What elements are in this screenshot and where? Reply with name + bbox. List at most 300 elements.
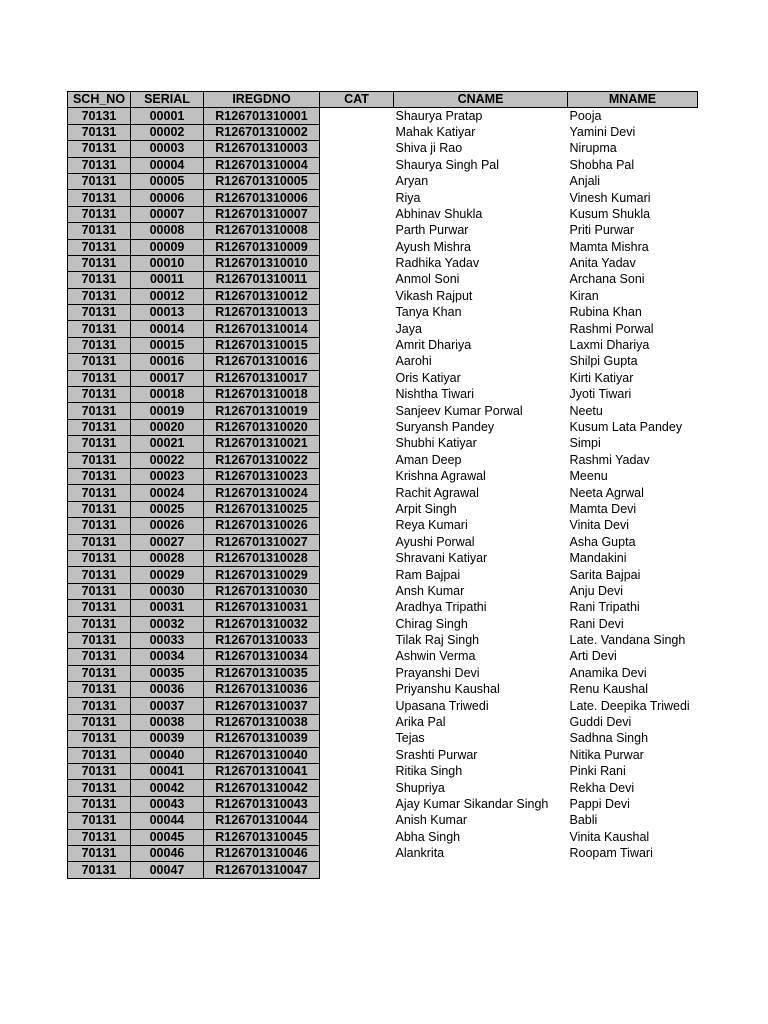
- cell-mname: Pappi Devi: [568, 796, 698, 812]
- header-cname: CNAME: [394, 92, 568, 108]
- cell-cat: [320, 468, 394, 484]
- cell-cname: Anmol Soni: [394, 272, 568, 288]
- table-row: [68, 305, 698, 321]
- header-sch-no: SCH_NO: [68, 92, 131, 108]
- cell-iregdno: R126701310026: [204, 518, 320, 534]
- cell-cname: Anish Kumar: [394, 813, 568, 829]
- cell-iregdno: R126701310034: [204, 649, 320, 665]
- cell-cname: Ansh Kumar: [394, 583, 568, 599]
- cell-cat: [320, 616, 394, 632]
- cell-serial: 00013: [131, 305, 204, 321]
- cell-cname: Chirag Singh: [394, 616, 568, 632]
- cell-cat: [320, 206, 394, 222]
- cell-serial: 00031: [131, 600, 204, 616]
- table-row: [68, 780, 698, 796]
- cell-sch-no: 70131: [68, 747, 131, 763]
- cell-sch-no: 70131: [68, 845, 131, 861]
- cell-sch-no: 70131: [68, 206, 131, 222]
- cell-mname: Neeta Agrwal: [568, 485, 698, 501]
- cell-mname: Arti Devi: [568, 649, 698, 665]
- cell-sch-no: 70131: [68, 124, 131, 140]
- cell-sch-no: 70131: [68, 141, 131, 157]
- cell-sch-no: 70131: [68, 518, 131, 534]
- cell-cat: [320, 796, 394, 812]
- cell-serial: 00032: [131, 616, 204, 632]
- cell-cname: Tanya Khan: [394, 305, 568, 321]
- cell-iregdno: R126701310029: [204, 567, 320, 583]
- cell-mname: Rani Tripathi: [568, 600, 698, 616]
- cell-iregdno: R126701310039: [204, 731, 320, 747]
- cell-cname: Shiva ji Rao: [394, 141, 568, 157]
- cell-iregdno: R126701310005: [204, 173, 320, 189]
- header-cat: CAT: [320, 92, 394, 108]
- cell-iregdno: R126701310036: [204, 682, 320, 698]
- cell-sch-no: 70131: [68, 649, 131, 665]
- table-row: [68, 649, 698, 665]
- cell-cat: [320, 173, 394, 189]
- cell-mname: Meenu: [568, 468, 698, 484]
- cell-sch-no: 70131: [68, 550, 131, 566]
- cell-mname: Vinita Kaushal: [568, 829, 698, 845]
- cell-cat: [320, 452, 394, 468]
- cell-iregdno: R126701310031: [204, 600, 320, 616]
- cell-cname: Abha Singh: [394, 829, 568, 845]
- cell-cname: Rachit Agrawal: [394, 485, 568, 501]
- cell-iregdno: R126701310028: [204, 550, 320, 566]
- cell-cname: Vikash Rajput: [394, 288, 568, 304]
- cell-iregdno: R126701310023: [204, 468, 320, 484]
- cell-sch-no: 70131: [68, 239, 131, 255]
- cell-serial: 00044: [131, 813, 204, 829]
- cell-sch-no: 70131: [68, 862, 131, 878]
- cell-cat: [320, 272, 394, 288]
- cell-serial: 00012: [131, 288, 204, 304]
- cell-mname: Roopam Tiwari: [568, 845, 698, 861]
- cell-cat: [320, 600, 394, 616]
- table-row: [68, 206, 698, 222]
- cell-iregdno: R126701310047: [204, 862, 320, 878]
- cell-sch-no: 70131: [68, 616, 131, 632]
- cell-iregdno: R126701310022: [204, 452, 320, 468]
- cell-iregdno: R126701310041: [204, 764, 320, 780]
- table-row: [68, 714, 698, 730]
- cell-cat: [320, 370, 394, 386]
- cell-cname: Amrit Dhariya: [394, 337, 568, 353]
- cell-sch-no: 70131: [68, 223, 131, 239]
- cell-serial: 00030: [131, 583, 204, 599]
- cell-serial: 00016: [131, 354, 204, 370]
- table-row: [68, 845, 698, 861]
- cell-mname: Rekha Devi: [568, 780, 698, 796]
- cell-mname: Neetu: [568, 403, 698, 419]
- cell-serial: 00026: [131, 518, 204, 534]
- cell-iregdno: R126701310027: [204, 534, 320, 550]
- cell-sch-no: 70131: [68, 567, 131, 583]
- cell-sch-no: 70131: [68, 829, 131, 845]
- cell-sch-no: 70131: [68, 354, 131, 370]
- cell-sch-no: 70131: [68, 632, 131, 648]
- cell-serial: 00021: [131, 436, 204, 452]
- cell-iregdno: R126701310021: [204, 436, 320, 452]
- cell-mname: Guddi Devi: [568, 714, 698, 730]
- cell-cat: [320, 354, 394, 370]
- table-row: [68, 632, 698, 648]
- cell-sch-no: 70131: [68, 485, 131, 501]
- table-row: [68, 829, 698, 845]
- cell-cname: Radhika Yadav: [394, 255, 568, 271]
- table-row: [68, 534, 698, 550]
- cell-cat: [320, 518, 394, 534]
- cell-mname: Vinesh Kumari: [568, 190, 698, 206]
- cell-serial: 00004: [131, 157, 204, 173]
- table-row: [68, 468, 698, 484]
- cell-iregdno: R126701310017: [204, 370, 320, 386]
- cell-iregdno: R126701310025: [204, 501, 320, 517]
- cell-mname: Late. Vandana Singh: [568, 632, 698, 648]
- cell-mname: Babli: [568, 813, 698, 829]
- cell-serial: 00027: [131, 534, 204, 550]
- cell-sch-no: 70131: [68, 288, 131, 304]
- table-row: [68, 223, 698, 239]
- cell-cname: Sanjeev Kumar Porwal: [394, 403, 568, 419]
- cell-cat: [320, 403, 394, 419]
- cell-cat: [320, 682, 394, 698]
- cell-cat: [320, 321, 394, 337]
- cell-sch-no: 70131: [68, 436, 131, 452]
- cell-cat: [320, 337, 394, 353]
- cell-cat: [320, 698, 394, 714]
- cell-mname: Kiran: [568, 288, 698, 304]
- cell-iregdno: R126701310018: [204, 387, 320, 403]
- cell-mname: [568, 862, 698, 878]
- cell-sch-no: 70131: [68, 305, 131, 321]
- cell-cname: Priyanshu Kaushal: [394, 682, 568, 698]
- cell-serial: 00010: [131, 255, 204, 271]
- cell-serial: 00014: [131, 321, 204, 337]
- cell-iregdno: R126701310004: [204, 157, 320, 173]
- cell-serial: 00033: [131, 632, 204, 648]
- cell-mname: Mamta Mishra: [568, 239, 698, 255]
- cell-mname: Shobha Pal: [568, 157, 698, 173]
- cell-iregdno: R126701310007: [204, 206, 320, 222]
- table-row: [68, 403, 698, 419]
- cell-serial: 00019: [131, 403, 204, 419]
- cell-iregdno: R126701310037: [204, 698, 320, 714]
- cell-iregdno: R126701310006: [204, 190, 320, 206]
- cell-mname: Anita Yadav: [568, 255, 698, 271]
- table-row: [68, 796, 698, 812]
- cell-cname: Shaurya Pratap: [394, 108, 568, 124]
- cell-cname: Oris Katiyar: [394, 370, 568, 386]
- cell-cname: Upasana Triwedi: [394, 698, 568, 714]
- cell-mname: Anamika Devi: [568, 665, 698, 681]
- cell-cname: Ayushi Porwal: [394, 534, 568, 550]
- cell-sch-no: 70131: [68, 501, 131, 517]
- table-row: [68, 255, 698, 271]
- cell-mname: Anju Devi: [568, 583, 698, 599]
- cell-mname: Nitika Purwar: [568, 747, 698, 763]
- cell-serial: 00025: [131, 501, 204, 517]
- cell-iregdno: R126701310038: [204, 714, 320, 730]
- cell-iregdno: R126701310032: [204, 616, 320, 632]
- table-row: [68, 518, 698, 534]
- header-iregdno: IREGDNO: [204, 92, 320, 108]
- cell-serial: 00040: [131, 747, 204, 763]
- table-row: [68, 813, 698, 829]
- cell-sch-no: 70131: [68, 190, 131, 206]
- cell-iregdno: R126701310042: [204, 780, 320, 796]
- cell-mname: Rashmi Porwal: [568, 321, 698, 337]
- table-row: [68, 764, 698, 780]
- cell-iregdno: R126701310014: [204, 321, 320, 337]
- table-row: [68, 321, 698, 337]
- cell-serial: 00038: [131, 714, 204, 730]
- cell-iregdno: R126701310045: [204, 829, 320, 845]
- table-row: [68, 436, 698, 452]
- cell-mname: Vinita Devi: [568, 518, 698, 534]
- cell-mname: Mandakini: [568, 550, 698, 566]
- cell-serial: 00011: [131, 272, 204, 288]
- cell-iregdno: R126701310013: [204, 305, 320, 321]
- cell-iregdno: R126701310002: [204, 124, 320, 140]
- cell-serial: 00020: [131, 419, 204, 435]
- cell-sch-no: 70131: [68, 764, 131, 780]
- cell-cat: [320, 632, 394, 648]
- cell-cat: [320, 780, 394, 796]
- table-row: [68, 337, 698, 353]
- table-row: [68, 108, 698, 124]
- cell-serial: 00039: [131, 731, 204, 747]
- table-row: [68, 272, 698, 288]
- table-row: [68, 501, 698, 517]
- cell-iregdno: R126701310035: [204, 665, 320, 681]
- table-row: [68, 485, 698, 501]
- cell-iregdno: R126701310033: [204, 632, 320, 648]
- cell-cat: [320, 665, 394, 681]
- cell-iregdno: R126701310020: [204, 419, 320, 435]
- cell-mname: Archana Soni: [568, 272, 698, 288]
- cell-mname: Mamta Devi: [568, 501, 698, 517]
- cell-serial: 00029: [131, 567, 204, 583]
- cell-cname: Ashwin Verma: [394, 649, 568, 665]
- cell-iregdno: R126701310009: [204, 239, 320, 255]
- cell-sch-no: 70131: [68, 813, 131, 829]
- cell-sch-no: 70131: [68, 370, 131, 386]
- cell-cat: [320, 567, 394, 583]
- table-row: [68, 550, 698, 566]
- cell-cname: Aman Deep: [394, 452, 568, 468]
- cell-sch-no: 70131: [68, 272, 131, 288]
- cell-mname: Simpi: [568, 436, 698, 452]
- cell-mname: Asha Gupta: [568, 534, 698, 550]
- cell-serial: 00009: [131, 239, 204, 255]
- cell-serial: 00002: [131, 124, 204, 140]
- cell-cat: [320, 714, 394, 730]
- cell-iregdno: R126701310046: [204, 845, 320, 861]
- cell-cname: Shravani Katiyar: [394, 550, 568, 566]
- cell-cat: [320, 829, 394, 845]
- table-row: [68, 370, 698, 386]
- cell-sch-no: 70131: [68, 403, 131, 419]
- cell-iregdno: R126701310016: [204, 354, 320, 370]
- cell-serial: 00001: [131, 108, 204, 124]
- cell-cat: [320, 485, 394, 501]
- cell-sch-no: 70131: [68, 796, 131, 812]
- cell-cname: Arpit Singh: [394, 501, 568, 517]
- cell-iregdno: R126701310011: [204, 272, 320, 288]
- cell-serial: 00043: [131, 796, 204, 812]
- cell-mname: Pooja: [568, 108, 698, 124]
- cell-serial: 00007: [131, 206, 204, 222]
- cell-cat: [320, 223, 394, 239]
- cell-serial: 00042: [131, 780, 204, 796]
- cell-sch-no: 70131: [68, 665, 131, 681]
- cell-cname: Abhinav Shukla: [394, 206, 568, 222]
- cell-serial: 00036: [131, 682, 204, 698]
- cell-cname: Krishna Agrawal: [394, 468, 568, 484]
- cell-iregdno: R126701310015: [204, 337, 320, 353]
- table-row: [68, 600, 698, 616]
- cell-sch-no: 70131: [68, 321, 131, 337]
- cell-mname: Priti Purwar: [568, 223, 698, 239]
- table-row: [68, 616, 698, 632]
- cell-cat: [320, 436, 394, 452]
- cell-serial: 00028: [131, 550, 204, 566]
- cell-mname: Kusum Shukla: [568, 206, 698, 222]
- cell-cname: Tilak Raj Singh: [394, 632, 568, 648]
- cell-serial: 00046: [131, 845, 204, 861]
- cell-cat: [320, 239, 394, 255]
- cell-iregdno: R126701310044: [204, 813, 320, 829]
- cell-cat: [320, 501, 394, 517]
- table-row: [68, 698, 698, 714]
- cell-mname: Rani Devi: [568, 616, 698, 632]
- cell-mname: Late. Deepika Triwedi: [568, 698, 698, 714]
- cell-cat: [320, 108, 394, 124]
- cell-cname: Ayush Mishra: [394, 239, 568, 255]
- table-row: [68, 157, 698, 173]
- cell-mname: Anjali: [568, 173, 698, 189]
- cell-cat: [320, 845, 394, 861]
- cell-iregdno: R126701310008: [204, 223, 320, 239]
- cell-serial: 00041: [131, 764, 204, 780]
- cell-mname: Nirupma: [568, 141, 698, 157]
- cell-serial: 00006: [131, 190, 204, 206]
- cell-cat: [320, 190, 394, 206]
- cell-cat: [320, 813, 394, 829]
- cell-cat: [320, 141, 394, 157]
- table-row: [68, 354, 698, 370]
- cell-serial: 00008: [131, 223, 204, 239]
- table-row: [68, 583, 698, 599]
- cell-cname: Arika Pal: [394, 714, 568, 730]
- cell-cname: Nishtha Tiwari: [394, 387, 568, 403]
- cell-sch-no: 70131: [68, 698, 131, 714]
- cell-cat: [320, 747, 394, 763]
- cell-mname: Shilpi Gupta: [568, 354, 698, 370]
- cell-cat: [320, 731, 394, 747]
- cell-serial: 00037: [131, 698, 204, 714]
- cell-serial: 00034: [131, 649, 204, 665]
- cell-iregdno: R126701310003: [204, 141, 320, 157]
- table-row: [68, 682, 698, 698]
- cell-cname: Ajay Kumar Sikandar Singh: [394, 796, 568, 812]
- cell-serial: 00047: [131, 862, 204, 878]
- cell-cat: [320, 649, 394, 665]
- table-row: [68, 862, 698, 878]
- cell-cat: [320, 387, 394, 403]
- cell-mname: Jyoti Tiwari: [568, 387, 698, 403]
- cell-cname: [394, 862, 568, 878]
- cell-cat: [320, 550, 394, 566]
- cell-cname: Ritika Singh: [394, 764, 568, 780]
- cell-cname: Mahak Katiyar: [394, 124, 568, 140]
- cell-mname: Rubina Khan: [568, 305, 698, 321]
- cell-iregdno: R126701310012: [204, 288, 320, 304]
- cell-cat: [320, 583, 394, 599]
- header-serial: SERIAL: [131, 92, 204, 108]
- table-row: [68, 452, 698, 468]
- table-row: [68, 747, 698, 763]
- cell-sch-no: 70131: [68, 108, 131, 124]
- cell-serial: 00035: [131, 665, 204, 681]
- cell-cname: Shupriya: [394, 780, 568, 796]
- table-row: [68, 387, 698, 403]
- cell-cname: Ram Bajpai: [394, 567, 568, 583]
- cell-mname: Pinki Rani: [568, 764, 698, 780]
- cell-mname: Yamini Devi: [568, 124, 698, 140]
- table-row: [68, 731, 698, 747]
- cell-cname: Suryansh Pandey: [394, 419, 568, 435]
- cell-serial: 00023: [131, 468, 204, 484]
- cell-cname: Aarohi: [394, 354, 568, 370]
- cell-cname: Parth Purwar: [394, 223, 568, 239]
- cell-cname: Prayanshi Devi: [394, 665, 568, 681]
- cell-iregdno: R126701310043: [204, 796, 320, 812]
- cell-cat: [320, 288, 394, 304]
- cell-serial: 00018: [131, 387, 204, 403]
- cell-sch-no: 70131: [68, 387, 131, 403]
- header-row: [68, 92, 698, 108]
- table-row: [68, 124, 698, 140]
- cell-mname: Kirti Katiyar: [568, 370, 698, 386]
- cell-cat: [320, 419, 394, 435]
- cell-cat: [320, 862, 394, 878]
- cell-sch-no: 70131: [68, 534, 131, 550]
- cell-cat: [320, 157, 394, 173]
- cell-cname: Reya Kumari: [394, 518, 568, 534]
- cell-sch-no: 70131: [68, 468, 131, 484]
- cell-iregdno: R126701310030: [204, 583, 320, 599]
- cell-sch-no: 70131: [68, 583, 131, 599]
- cell-cat: [320, 764, 394, 780]
- cell-serial: 00015: [131, 337, 204, 353]
- cell-cname: Jaya: [394, 321, 568, 337]
- table-row: [68, 173, 698, 189]
- cell-sch-no: 70131: [68, 157, 131, 173]
- cell-cname: Srashti Purwar: [394, 747, 568, 763]
- table-row: [68, 141, 698, 157]
- cell-mname: Laxmi Dhariya: [568, 337, 698, 353]
- cell-serial: 00017: [131, 370, 204, 386]
- table-row: [68, 665, 698, 681]
- cell-cname: Tejas: [394, 731, 568, 747]
- cell-sch-no: 70131: [68, 714, 131, 730]
- header-mname: MNAME: [568, 92, 698, 108]
- cell-serial: 00005: [131, 173, 204, 189]
- student-register-table: [67, 91, 698, 879]
- table-row: [68, 190, 698, 206]
